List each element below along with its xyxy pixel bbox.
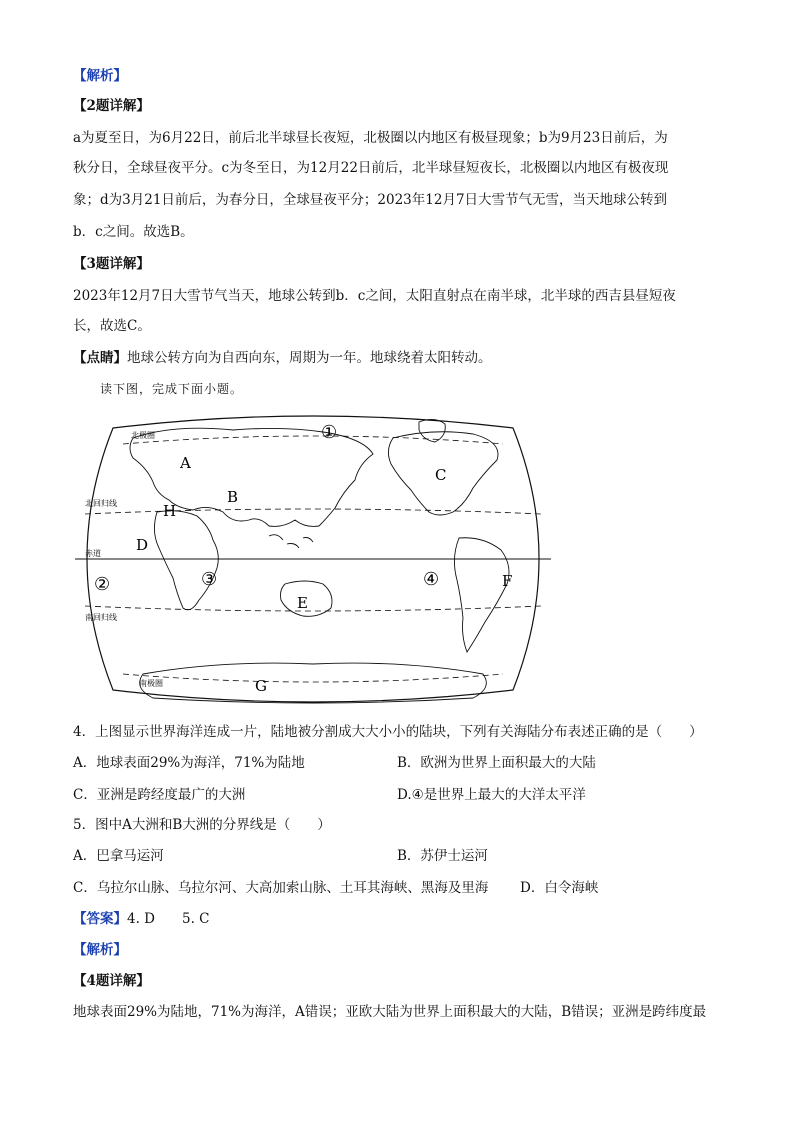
q5-stem: 5．图中A大洲和B大洲的分界线是（ ） [73, 817, 331, 833]
label-ocean-4: ④ [423, 569, 440, 590]
q4-detail: 地球表面29%为陆地，71%为海洋，A错误；亚欧大陆为世界上面积最大的大陆，B错误；亚洲是跨纬度最 [73, 1004, 707, 1020]
label-ocean-2: ② [94, 574, 111, 595]
dianjing-text: 地球公转方向为自西向东，周期为一年。地球绕着太阳转动。 [127, 350, 492, 366]
answer-text: 4. D 5. C [127, 911, 210, 927]
world-map [73, 408, 553, 710]
label-ocean-3: ③ [201, 569, 218, 590]
label-equator: 赤道 [85, 549, 101, 558]
q3-line-1: 2023年12月7日大雪节气当天，地球公转到b．c之间，太阳直射点在南半球，北半球的西吉县昼短夜 [73, 288, 676, 304]
q3-header: 【3题详解】 [73, 256, 150, 272]
q5-option-d: D．白令海峡 [520, 880, 599, 896]
q5-option-b: B．苏伊士运河 [397, 848, 488, 864]
q2-header: 【2题详解】 [73, 98, 150, 114]
answer-line [73, 909, 734, 929]
analysis-tag-2: 【解析】 [73, 942, 127, 958]
south-america-outline [454, 538, 509, 652]
label-arctic-circle: 北极圈 [131, 431, 155, 440]
label-H: H [163, 502, 177, 520]
dianjing-line [73, 348, 734, 368]
q2-line-2: 秋分日，全球昼夜平分。c为冬至日，为12月22日前后，北半球昼短夜长，北极圈以内地区有极夜现 [73, 160, 669, 176]
label-G: G [255, 677, 267, 695]
label-antarctic-circle: 南极圈 [139, 679, 163, 688]
q2-line-4: b．c之间。故选B。 [73, 224, 194, 240]
africa-outline [154, 511, 218, 610]
label-B: B [227, 488, 239, 506]
q5-option-c: C．乌拉尔山脉、乌拉尔河、大高加索山脉、土耳其海峡、黑海及里海 [73, 880, 489, 896]
label-A: A [180, 454, 191, 472]
q4-option-c: C．亚洲是跨经度最广的大洲 [73, 787, 246, 803]
q4-option-d: D.④是世界上最大的大洋太平洋 [397, 787, 586, 803]
dianjing-tag: 【点睛】 [73, 350, 127, 366]
q4-stem: 4．上图显示世界海洋连成一片，陆地被分割成大大小小的陆块，下列有关海陆分布表述正确的是（ ） [73, 724, 703, 740]
label-ocean-1: ① [321, 422, 338, 443]
q4-header: 【4题详解】 [73, 973, 150, 989]
label-E: E [297, 594, 308, 612]
analysis-tag-1: 【解析】 [73, 68, 127, 84]
southeast-asia-islands [269, 535, 313, 548]
q2-line-3: 象；d为3月21日前后，为春分日，全球昼夜平分；2023年12月7日大雪节气无雪，当天地球公转到 [73, 192, 668, 208]
q4-option-a: A．地球表面29%为海洋，71%为陆地 [73, 755, 305, 771]
map-caption: 读下图，完成下面小题。 [100, 382, 244, 396]
q2-line-1: a为夏至日，为6月22日，前后北半球昼长夜短，北极圈以内地区有极昼现象；b为9月23日前后，为 [73, 130, 668, 146]
label-tropic-capricorn: 南回归线 [85, 613, 117, 622]
tropic-cancer-line [85, 509, 541, 514]
answer-tag: 【答案】 [73, 911, 127, 927]
q3-line-2: 长，故选C。 [73, 318, 151, 334]
label-F: F [502, 572, 513, 590]
label-tropic-cancer: 北回归线 [85, 499, 117, 508]
antarctic-circle-line [123, 674, 503, 682]
q4-option-b: B．欧洲为世界上面积最大的大陆 [397, 755, 596, 771]
arctic-circle-line [123, 436, 503, 444]
q5-option-a: A．巴拿马运河 [73, 848, 164, 864]
label-D: D [136, 536, 149, 554]
label-C: C [435, 466, 447, 484]
tropic-capricorn-line [85, 606, 541, 611]
